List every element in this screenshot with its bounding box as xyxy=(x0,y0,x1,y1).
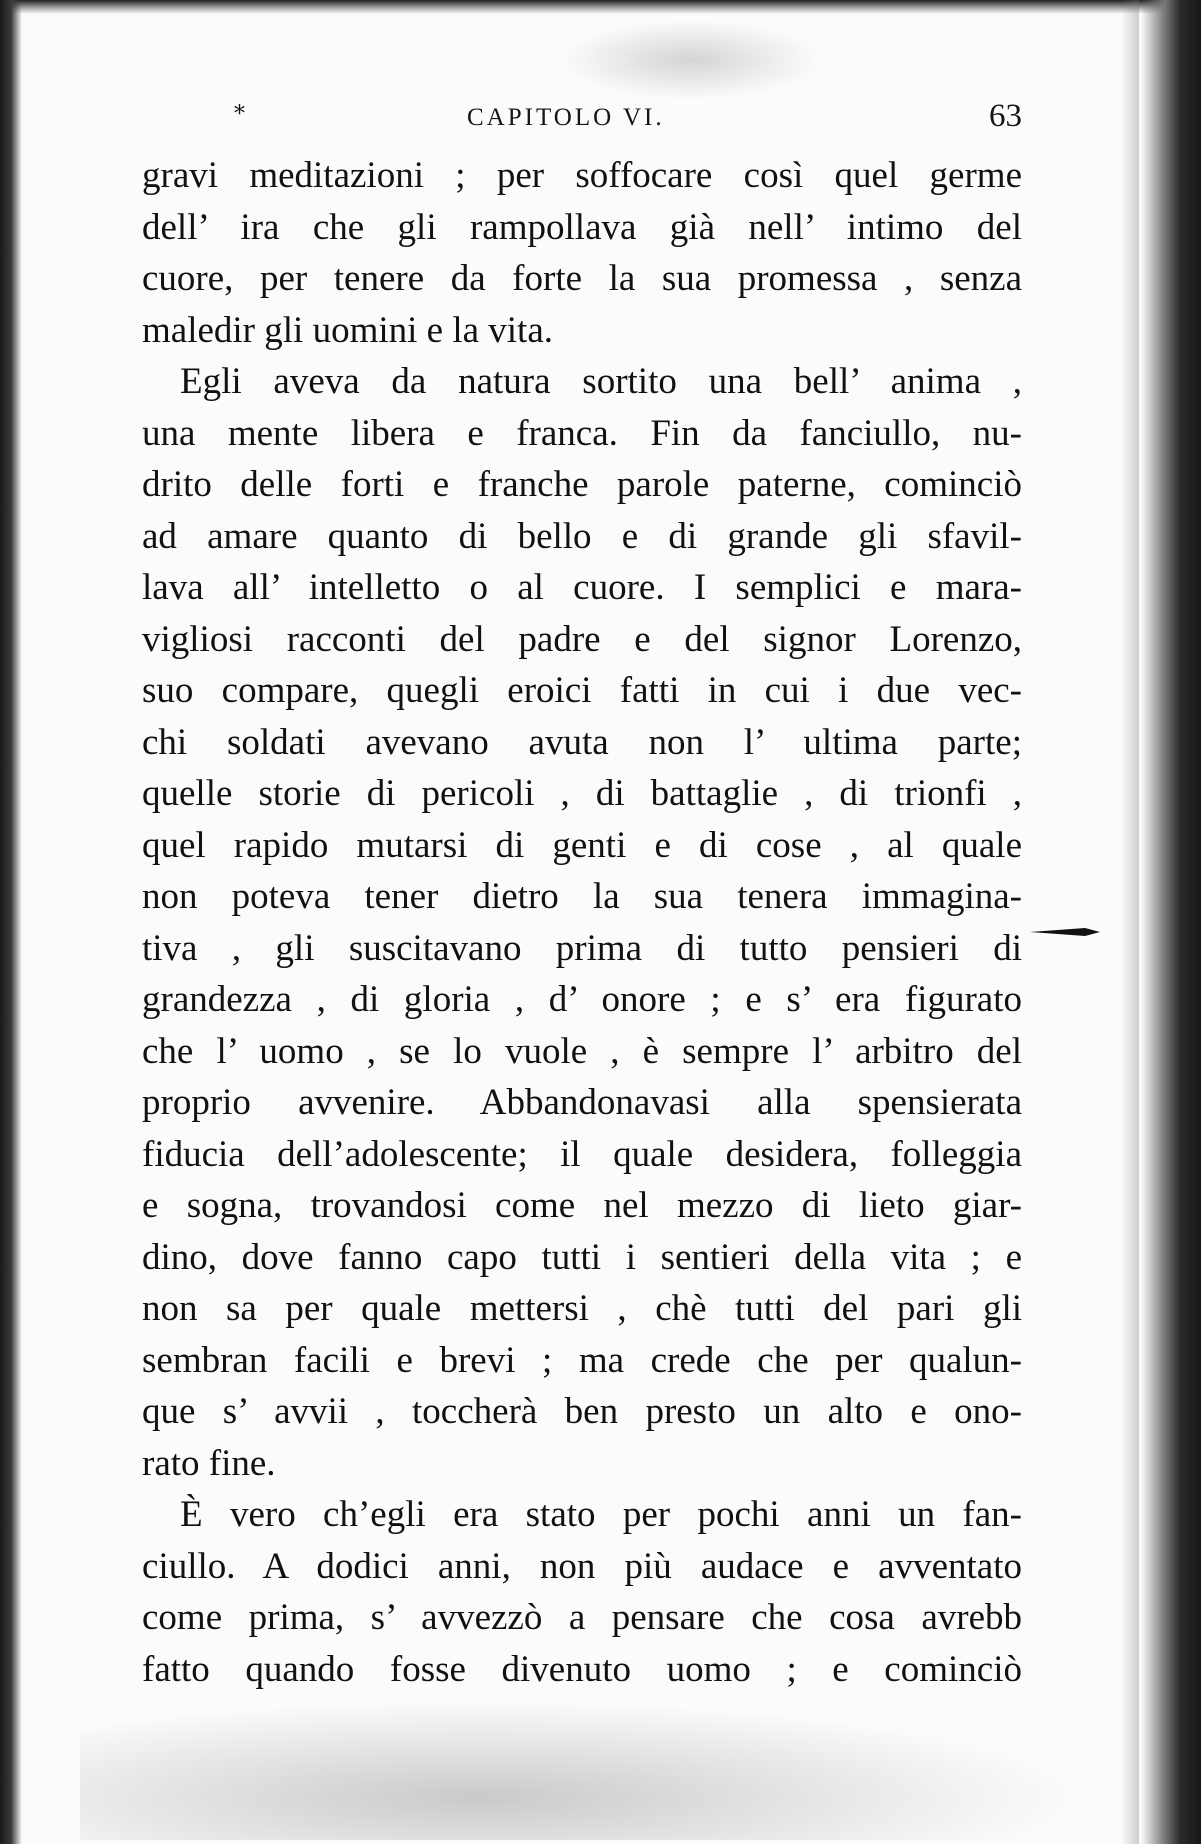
page-right-edge xyxy=(1141,0,1201,1844)
header-ornament: * xyxy=(234,102,245,127)
text-line: gravi meditazioni ; per soffocare così quel germe xyxy=(142,155,1022,196)
paragraph-start-line: Egli aveva da natura sortito una bell’ anima , xyxy=(180,361,1022,402)
paragraph-start-line: È vero ch’egli era stato per pochi anni un fan- xyxy=(180,1494,1022,1535)
text-line: una mente libera e franca. Fin da fanciullo, nu- xyxy=(142,412,1022,454)
text-line: quelle storie di pericoli , di battaglie , di trionfi , xyxy=(142,773,1022,814)
text-line: grandezza , di gloria , d’ onore ; e s’ era figurato xyxy=(142,979,1022,1020)
text-line: rato fine. xyxy=(142,1442,276,1484)
text-line: vigliosi racconti del padre e del signor Lorenzo, xyxy=(142,618,1022,660)
text-line: dino, dove fanno capo tutti i sentieri della vita ; e xyxy=(142,1236,1022,1278)
text-line: drito delle forti e franche parole paterne, cominciò xyxy=(142,464,1022,505)
text-line: ad amare quanto di bello e di grande gli sfavil- xyxy=(142,515,1022,557)
scan-smudge-top xyxy=(560,20,820,100)
scan-smudge-bottom xyxy=(80,1700,1080,1840)
text-line: que s’ avvii , toccherà ben presto un alto e ono- xyxy=(142,1391,1022,1432)
text-line: lava all’ intelletto o al cuore. I semplici e mara- xyxy=(142,567,1022,608)
chapter-title: CAPITOLO VI. xyxy=(467,104,665,131)
text-line: dell’ ira che gli rampollava già nell’ intimo del xyxy=(142,206,1022,248)
body-text xyxy=(142,150,1022,1695)
text-line: fiducia dell’adolescente; il quale desidera, folleggia xyxy=(142,1133,1022,1175)
text-line: tiva , gli suscitavano prima di tutto pensieri di xyxy=(142,927,1022,969)
text-line: come prima, s’ avvezzò a pensare che cosa avrebb xyxy=(142,1597,1022,1638)
text-line: maledir gli uomini e la vita. xyxy=(142,309,554,351)
page-top-edge xyxy=(0,0,1201,14)
page-number: 63 xyxy=(989,98,1022,134)
text-line: proprio avvenire. Abbandonavasi alla spensierata xyxy=(142,1082,1022,1123)
ink-mark-icon xyxy=(1030,925,1100,939)
text-line: sembran facili e brevi ; ma crede che per qualun- xyxy=(142,1339,1022,1381)
text-line: non sa per quale mettersi , chè tutti del pari gli xyxy=(142,1288,1022,1329)
text-line: suo compare, quegli eroici fatti in cui i due vec- xyxy=(142,670,1022,711)
page-right-shadow xyxy=(1121,0,1139,1844)
text-line: cuore, per tenere da forte la sua promessa , senza xyxy=(142,258,1022,299)
text-line: ciullo. A dodici anni, non più audace e avventato xyxy=(142,1545,1022,1587)
text-line: fatto quando fosse divenuto uomo ; e cominciò xyxy=(142,1648,1022,1690)
text-line: che l’ uomo , se lo vuole , è sempre l’ arbitro del xyxy=(142,1030,1022,1072)
text-line: e sogna, trovandosi come nel mezzo di lieto giar- xyxy=(142,1185,1022,1226)
running-header xyxy=(142,98,1022,148)
text-line: chi soldati avevano avuta non l’ ultima parte; xyxy=(142,721,1022,763)
text-line: quel rapido mutarsi di genti e di cose , al quale xyxy=(142,824,1022,866)
page-left-edge xyxy=(0,0,22,1844)
text-line: non poteva tener dietro la sua tenera immagina- xyxy=(142,876,1022,917)
